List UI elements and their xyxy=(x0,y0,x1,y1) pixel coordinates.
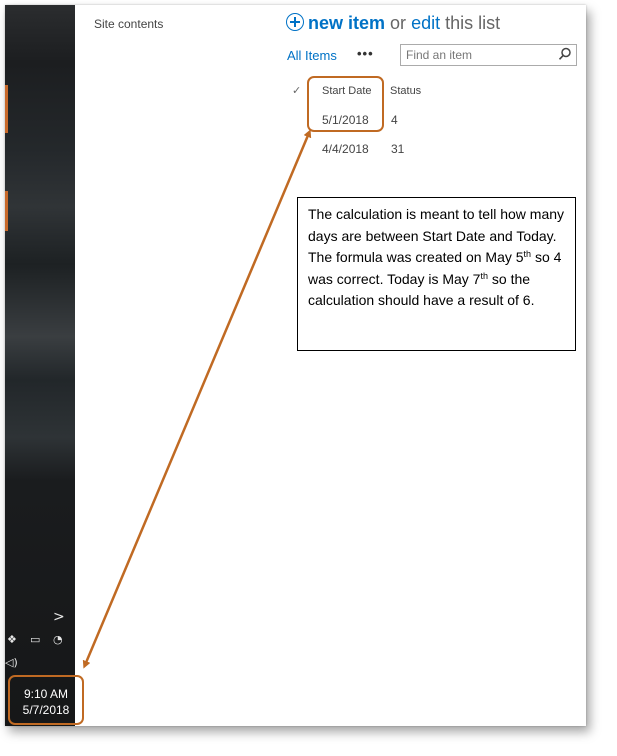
clock-time: 9:10 AM xyxy=(23,687,69,701)
site-contents-link[interactable]: Site contents xyxy=(94,17,164,31)
column-header-start-date[interactable]: Start Date xyxy=(322,85,372,97)
this-list-text: this list xyxy=(445,13,501,33)
annotation-text: The calculation is meant to tell how many days are between Start Date and Today. The formula was created on May 5th so 4 was correct. Today is May 7th so the calculation should have a result of 6. xyxy=(308,206,565,308)
cell-status: 4 xyxy=(391,113,398,127)
dropbox-icon[interactable]: ❖ xyxy=(7,633,17,646)
new-item-link[interactable]: new item xyxy=(308,13,386,33)
column-header-status[interactable]: Status xyxy=(390,85,422,97)
cell-start-date: 5/1/2018 xyxy=(322,113,369,127)
volume-icon[interactable]: ◁) xyxy=(5,656,18,669)
wifi-icon[interactable]: ◔ xyxy=(53,633,63,646)
show-hidden-icons-chevron-icon[interactable]: > xyxy=(53,609,65,625)
double-headed-arrow xyxy=(5,5,586,726)
battery-icon[interactable]: ▭ xyxy=(30,633,41,646)
select-all-checkmark-icon[interactable]: ✓ xyxy=(292,85,302,97)
view-all-items-tab[interactable]: All Items xyxy=(287,48,337,63)
clock-date: 5/7/2018 xyxy=(22,703,70,717)
or-text: or xyxy=(390,13,407,33)
edit-link[interactable]: edit xyxy=(411,13,441,33)
cell-start-date: 4/4/2018 xyxy=(322,142,369,156)
cell-status: 31 xyxy=(391,142,405,156)
screenshot-frame xyxy=(5,5,586,726)
more-views-ellipsis-icon[interactable]: ••• xyxy=(357,46,374,61)
